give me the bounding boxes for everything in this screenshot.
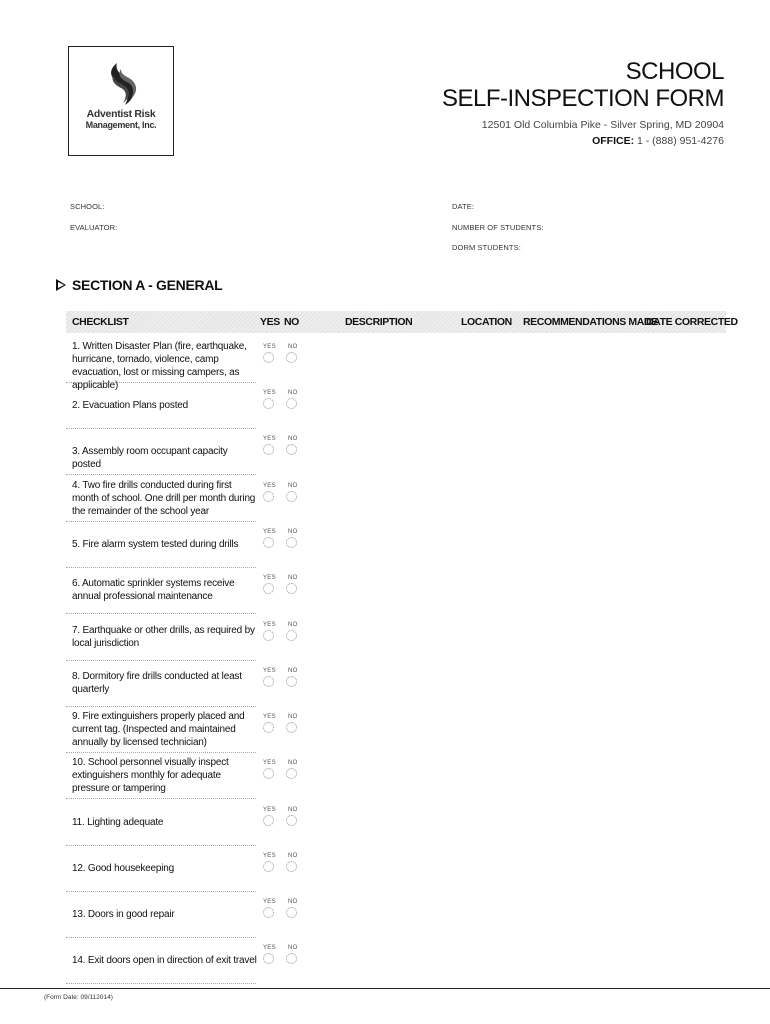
header-no: NO [284, 316, 299, 328]
table-header [66, 311, 738, 333]
no-label: NO [288, 529, 298, 535]
yes-label: YES [263, 575, 276, 581]
no-label: NO [288, 344, 298, 350]
no-radio[interactable] [286, 583, 297, 594]
logo-line-2: Management, Inc. [85, 120, 157, 130]
checklist-row [66, 429, 256, 475]
no-label: NO [288, 575, 298, 581]
yes-radio[interactable] [263, 537, 274, 548]
no-radio[interactable] [286, 907, 297, 918]
yes-radio[interactable] [263, 676, 274, 687]
yes-radio[interactable] [263, 907, 274, 918]
yes-label: YES [263, 622, 276, 628]
checklist-item-text: 4. Two fire drills conducted during first month of school. One drill per month during the remainder of the school year [72, 480, 256, 517]
section-title: SECTION A - GENERAL [72, 277, 223, 293]
checklist-item-text: 13. Doors in good repair [72, 909, 175, 920]
no-radio[interactable] [286, 768, 297, 779]
address: 12501 Old Columbia Pike - Silver Spring, MD 20904 [481, 119, 724, 131]
form-title [442, 58, 724, 112]
office-value: 1 - (888) 951-4276 [634, 135, 724, 147]
bottom-rule [0, 988, 770, 989]
checklist-row [66, 753, 256, 799]
row-divider [66, 474, 256, 475]
no-label: NO [288, 622, 298, 628]
no-label: NO [288, 853, 298, 859]
row-divider [66, 798, 256, 799]
header-checklist: CHECKLIST [72, 316, 129, 328]
checklist-item-text: 12. Good housekeeping [72, 863, 174, 874]
checklist-item-text: 14. Exit doors open in direction of exit travel [72, 955, 257, 966]
logo-wordmark [69, 109, 173, 131]
yes-radio[interactable] [263, 352, 274, 363]
yes-radio[interactable] [263, 444, 274, 455]
company-logo [68, 46, 174, 156]
no-label: NO [288, 760, 298, 766]
yes-label: YES [263, 899, 276, 905]
yes-radio[interactable] [263, 861, 274, 872]
no-radio[interactable] [286, 861, 297, 872]
yes-label: YES [263, 344, 276, 350]
header-description: DESCRIPTION [345, 316, 413, 328]
no-radio[interactable] [286, 676, 297, 687]
checklist-item-text: 7. Earthquake or other drills, as required by local jurisdiction [72, 625, 255, 649]
checklist-item-text: 5. Fire alarm system tested during drills [72, 539, 239, 550]
yes-label: YES [263, 483, 276, 489]
checklist-row [66, 938, 256, 984]
section-heading [56, 277, 222, 293]
school-field[interactable]: SCHOOL: [70, 202, 105, 211]
checklist-item-text: 10. School personnel visually inspect extinguishers monthly for adequate pressure or tampering [72, 757, 229, 794]
no-radio[interactable] [286, 491, 297, 502]
header-location: LOCATION [461, 316, 512, 328]
header-yes: YES [260, 316, 280, 328]
form-date-footnote: (Form Date: 09/112014) [44, 994, 113, 1001]
dorm-students-field[interactable]: DORM STUDENTS: [452, 243, 521, 252]
number-of-students-field[interactable]: NUMBER OF STUDENTS: [452, 223, 544, 232]
no-label: NO [288, 945, 298, 951]
yes-label: YES [263, 945, 276, 951]
checklist-row [66, 661, 256, 707]
no-label: NO [288, 436, 298, 442]
no-radio[interactable] [286, 398, 297, 409]
yes-label: YES [263, 668, 276, 674]
yes-label: YES [263, 436, 276, 442]
yes-label: YES [263, 390, 276, 396]
yes-label: YES [263, 807, 276, 813]
no-label: NO [288, 807, 298, 813]
logo-line-1: Adventist Risk [86, 108, 156, 120]
checklist-row [66, 615, 256, 661]
checklist-item-text: 2. Evacuation Plans posted [72, 400, 188, 411]
checklist-item-text: 1. Written Disaster Plan (fire, earthquake, hurricane, tornado, violence, camp evacuation, lost or missing campers, as applicable) [72, 341, 247, 391]
yes-label: YES [263, 853, 276, 859]
yes-label: YES [263, 529, 276, 535]
yes-label: YES [263, 714, 276, 720]
checklist-row [66, 892, 256, 938]
title-line-2: SELF-INSPECTION FORM [441, 85, 724, 112]
checklist-item-text: 6. Automatic sprinkler systems receive annual professional maintenance [72, 578, 235, 602]
no-label: NO [288, 390, 298, 396]
yes-radio[interactable] [263, 491, 274, 502]
title-line-1: SCHOOL [625, 58, 724, 85]
triangle-arrow-icon [56, 279, 66, 291]
header-date-corrected: DATE CORRECTED [646, 316, 738, 328]
yes-label: YES [263, 760, 276, 766]
no-label: NO [288, 483, 298, 489]
no-label: NO [288, 899, 298, 905]
checklist-item-text: 8. Dormitory fire drills conducted at least quarterly [72, 671, 242, 695]
yes-radio[interactable] [263, 722, 274, 733]
no-label: NO [288, 714, 298, 720]
header-recommendations: RECOMMENDATIONS MADE [523, 316, 658, 328]
checklist-item-text: 3. Assembly room occupant capacity posted [72, 446, 228, 470]
yes-radio[interactable] [263, 630, 274, 641]
no-radio[interactable] [286, 630, 297, 641]
no-radio[interactable] [286, 444, 297, 455]
checklist-row [66, 383, 256, 429]
office-phone [592, 135, 724, 147]
date-field[interactable]: DATE: [452, 202, 475, 211]
checklist-row [66, 800, 256, 846]
checklist-row [66, 522, 256, 568]
yes-radio[interactable] [263, 768, 274, 779]
no-radio[interactable] [286, 722, 297, 733]
no-radio[interactable] [286, 953, 297, 964]
checklist-item-text: 9. Fire extinguishers properly placed and current tag. (Inspected and maintained annually by licensed technician) [72, 711, 245, 748]
yes-radio[interactable] [263, 398, 274, 409]
checklist-item-text: 11. Lighting adequate [72, 817, 164, 828]
no-radio[interactable] [286, 815, 297, 826]
yes-radio[interactable] [263, 583, 274, 594]
no-label: NO [288, 668, 298, 674]
yes-radio[interactable] [263, 815, 274, 826]
checklist-row [66, 846, 256, 892]
checklist-row [66, 707, 256, 753]
checklist-row [66, 337, 256, 391]
checklist-row [66, 476, 256, 522]
evaluator-field[interactable]: EVALUATOR: [70, 223, 118, 232]
no-radio[interactable] [286, 352, 297, 363]
checklist-row [66, 568, 256, 614]
office-label: OFFICE: [592, 135, 635, 147]
no-radio[interactable] [286, 537, 297, 548]
row-divider [66, 983, 256, 984]
row-divider [66, 613, 256, 614]
yes-radio[interactable] [263, 953, 274, 964]
flame-logo-icon [103, 61, 143, 107]
